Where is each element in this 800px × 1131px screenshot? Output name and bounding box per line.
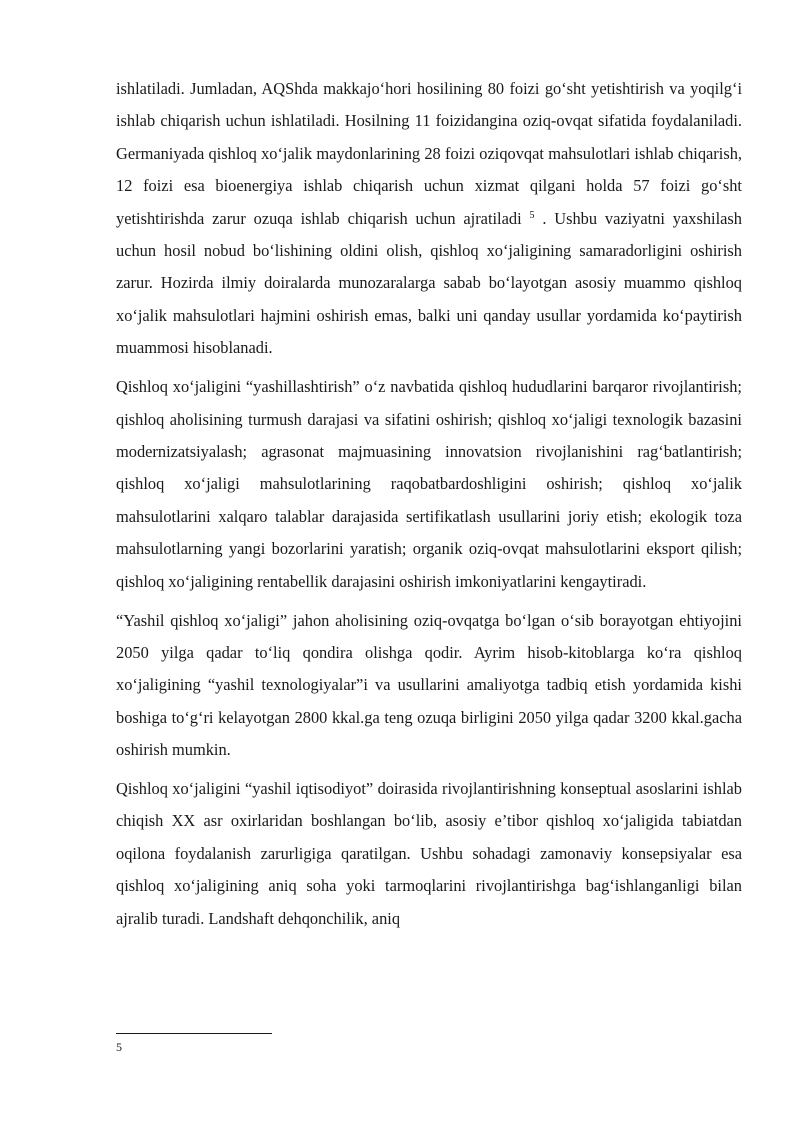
paragraph-4: Qishloq xo‘jaligini “yashil iqtisodiyot” doirasida rivojlantirishning konseptual asoslarini ishlab chiqish XX asr oxirlaridan boshlangan bo‘lib, asosiy e’tibor qishloq xo‘jaligida tabiatdan oqilona foydalanish zarurligiga qaratilgan. Ushbu sohadagi zamonaviy konsepsiyalar esa qishloq xo‘jaligining aniq soha yoki tarmoqlarini rivojlantirishga bag‘ishlanganligi bilan ajralib turadi. Landshaft dehqonchilik, aniq [116, 779, 742, 928]
footnote-divider [116, 1033, 272, 1034]
paragraph-3: “Yashil qishloq xo‘jaligi” jahon aholisining oziq-ovqatga bo‘lgan o‘sib borayotgan ehtiyojini 2050 yilga qadar to‘liq qondira olishga qodir. Ayrim hisob-kitoblarga ko‘ra qishloq xo‘jaligining “yashil texnologiyalar”i va usullarini amaliyotga tadbiq etish yordamida kishi boshiga to‘g‘ri kelayotgan 2800 kkal.ga teng ozuqa birligini 2050 yilga qadar 3200 kkal.gacha oshirish mumkin. [116, 610, 742, 760]
footnote-reference[interactable]: 5 [529, 209, 535, 221]
body-text [116, 73, 742, 942]
paragraph-2: Qishloq xo‘jaligini “yashillashtirish” o‘z navbatida qishloq hududlarini barqaror rivojlantirish; qishloq aholisining turmush darajasi va sifatini oshirish; qishloq xo‘jaligi texnologik bazasini modernizatsiyalash; agrasonat majmuasining innovatsion rivojlanishini rag‘batlantirish; qishloq xo‘jaligi mahsulotlarining raqobatbardoshligini oshirish; qishloq xo‘jalik mahsulotlarini xalqaro talablar darajasida sertifikatlash usullarini joriy etish; ekologik toza mahsulotlarning yangi bozorlarini yaratish; organik oziq-ovqat mahsulotlarini eksport qilish; qishloq xo‘jaligining rentabellik darajasini oshirish imkoniyatlarini kengaytiradi. [116, 377, 742, 591]
paragraph-1-text: ishlatiladi. Jumladan, AQShda makkajo‘hori hosilining 80 foizi go‘sht yetishtirish va yoqilg‘i ishlab chiqarish uchun ishlatiladi. Hosilning 11 foizidangina oziq-ovqat sifatida foydalaniladi. Germaniyada qishloq xo‘jalik maydonlarining 28 foizi oziqovqat mahsulotlari ishlab chiqarish, 12 foizi esa bioenergiya ishlab chiqarish uchun xizmat qilgani holda 57 foizi go‘sht yetishtirishda zarur ozuqa ishlab chiqarish uchun ajratiladi [116, 79, 742, 228]
footnote-number: 5 [116, 1040, 122, 1054]
paragraph-1 [116, 73, 742, 365]
paragraph-1-continuation: . Ushbu vaziyatni yaxshilash uchun hosil nobud bo‘lishining oldini olish, qishloq xo‘jaligining samaradorligini oshirish zarur. Hozirda ilmiy doiralarda munozaralarga sabab bo‘layotgan asosiy muammo qishloq xo‘jalik mahsulotlari hajmini oshirish emas, balki uni qanday usullar yordamida ko‘paytirish muammosi hisoblanadi. [116, 208, 742, 358]
